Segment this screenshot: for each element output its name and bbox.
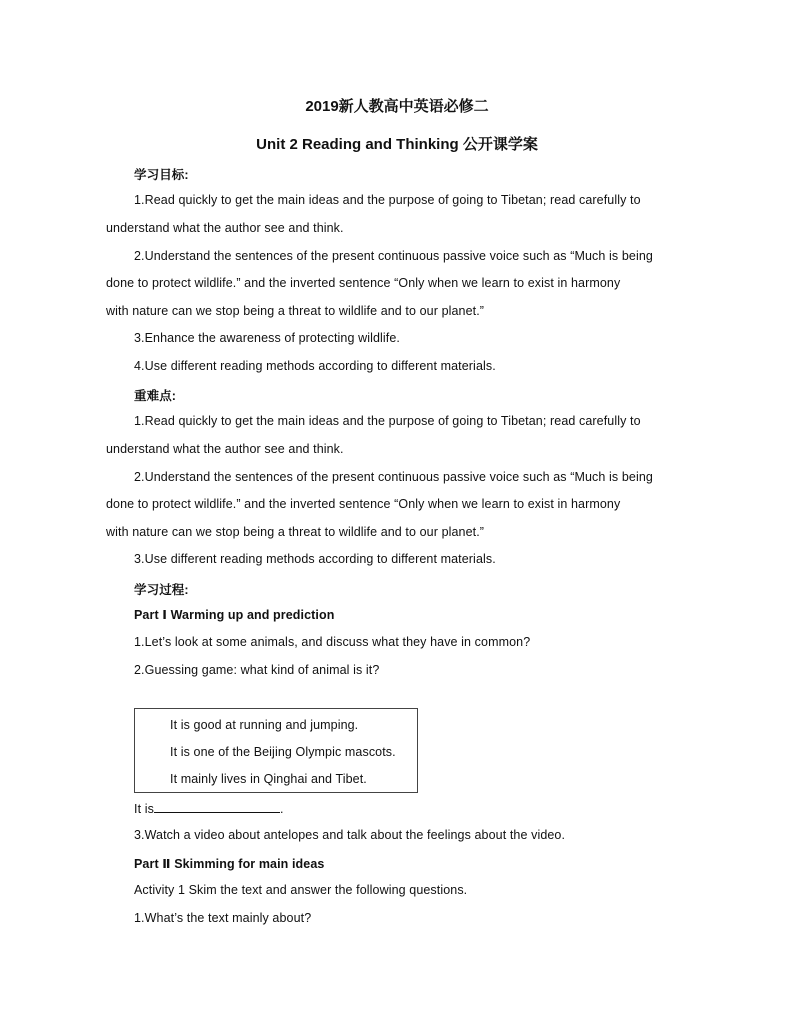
key-point-1-line-1: 1.Read quickly to get the main ideas and the purpose of going to Tibetan; read carefully to: [134, 414, 641, 428]
objective-4: 4.Use different reading methods according to different materials.: [134, 359, 496, 373]
answer-prefix: It is: [134, 802, 154, 816]
objective-2-line-1: 2.Understand the sentences of the present continuous passive voice such as “Much is being: [134, 249, 653, 263]
answer-suffix: .: [279, 802, 284, 816]
clue-box: [134, 708, 418, 793]
key-point-2-line-3: with nature can we stop being a threat to wildlife and to our planet.”: [106, 525, 485, 539]
key-point-2-line-1: 2.Understand the sentences of the present continuous passive voice such as “Much is being: [134, 470, 653, 484]
objective-3: 3.Enhance the awareness of protecting wildlife.: [134, 331, 400, 345]
objective-2-line-3: with nature can we stop being a threat to wildlife and to our planet.”: [106, 304, 485, 318]
part-1-heading: Part Ⅰ Warming up and prediction: [134, 608, 335, 622]
clue-3: It mainly lives in Qinghai and Tibet.: [170, 772, 367, 786]
part-2-heading: Part Ⅱ Skimming for main ideas: [134, 857, 325, 871]
answer-line: [134, 801, 284, 816]
process-heading: 学习过程:: [134, 583, 189, 597]
part-1-item-3: 3.Watch a video about antelopes and talk about the feelings about the video.: [134, 828, 566, 842]
answer-blank[interactable]: [154, 801, 280, 813]
objective-2-line-2: done to protect wildlife.” and the inverted sentence “Only when we learn to exist in harmony: [106, 276, 621, 290]
part-1-item-2: 2.Guessing game: what kind of animal is it?: [134, 663, 380, 677]
question-1: 1.What’s the text mainly about?: [134, 911, 312, 925]
activity-1: Activity 1 Skim the text and answer the following questions.: [134, 883, 468, 897]
clue-2: It is one of the Beijing Olympic mascots.: [170, 745, 396, 759]
document-title: 2019新人教高中英语必修二: [305, 98, 489, 115]
objectives-heading: 学习目标:: [134, 168, 189, 182]
key-point-2-line-2: done to protect wildlife.” and the inverted sentence “Only when we learn to exist in harmony: [106, 497, 621, 511]
document-subtitle: Unit 2 Reading and Thinking 公开课学案: [256, 136, 538, 153]
objective-1-line-2: understand what the author see and think.: [106, 221, 344, 235]
part-1-item-1: 1.Let’s look at some animals, and discuss what they have in common?: [134, 635, 531, 649]
key-point-1-line-2: understand what the author see and think.: [106, 442, 344, 456]
objective-1-line-1: 1.Read quickly to get the main ideas and the purpose of going to Tibetan; read carefully to: [134, 193, 641, 207]
clue-1: It is good at running and jumping.: [170, 718, 359, 732]
key-point-3: 3.Use different reading methods according to different materials.: [134, 552, 496, 566]
key-points-heading: 重难点:: [134, 389, 177, 403]
